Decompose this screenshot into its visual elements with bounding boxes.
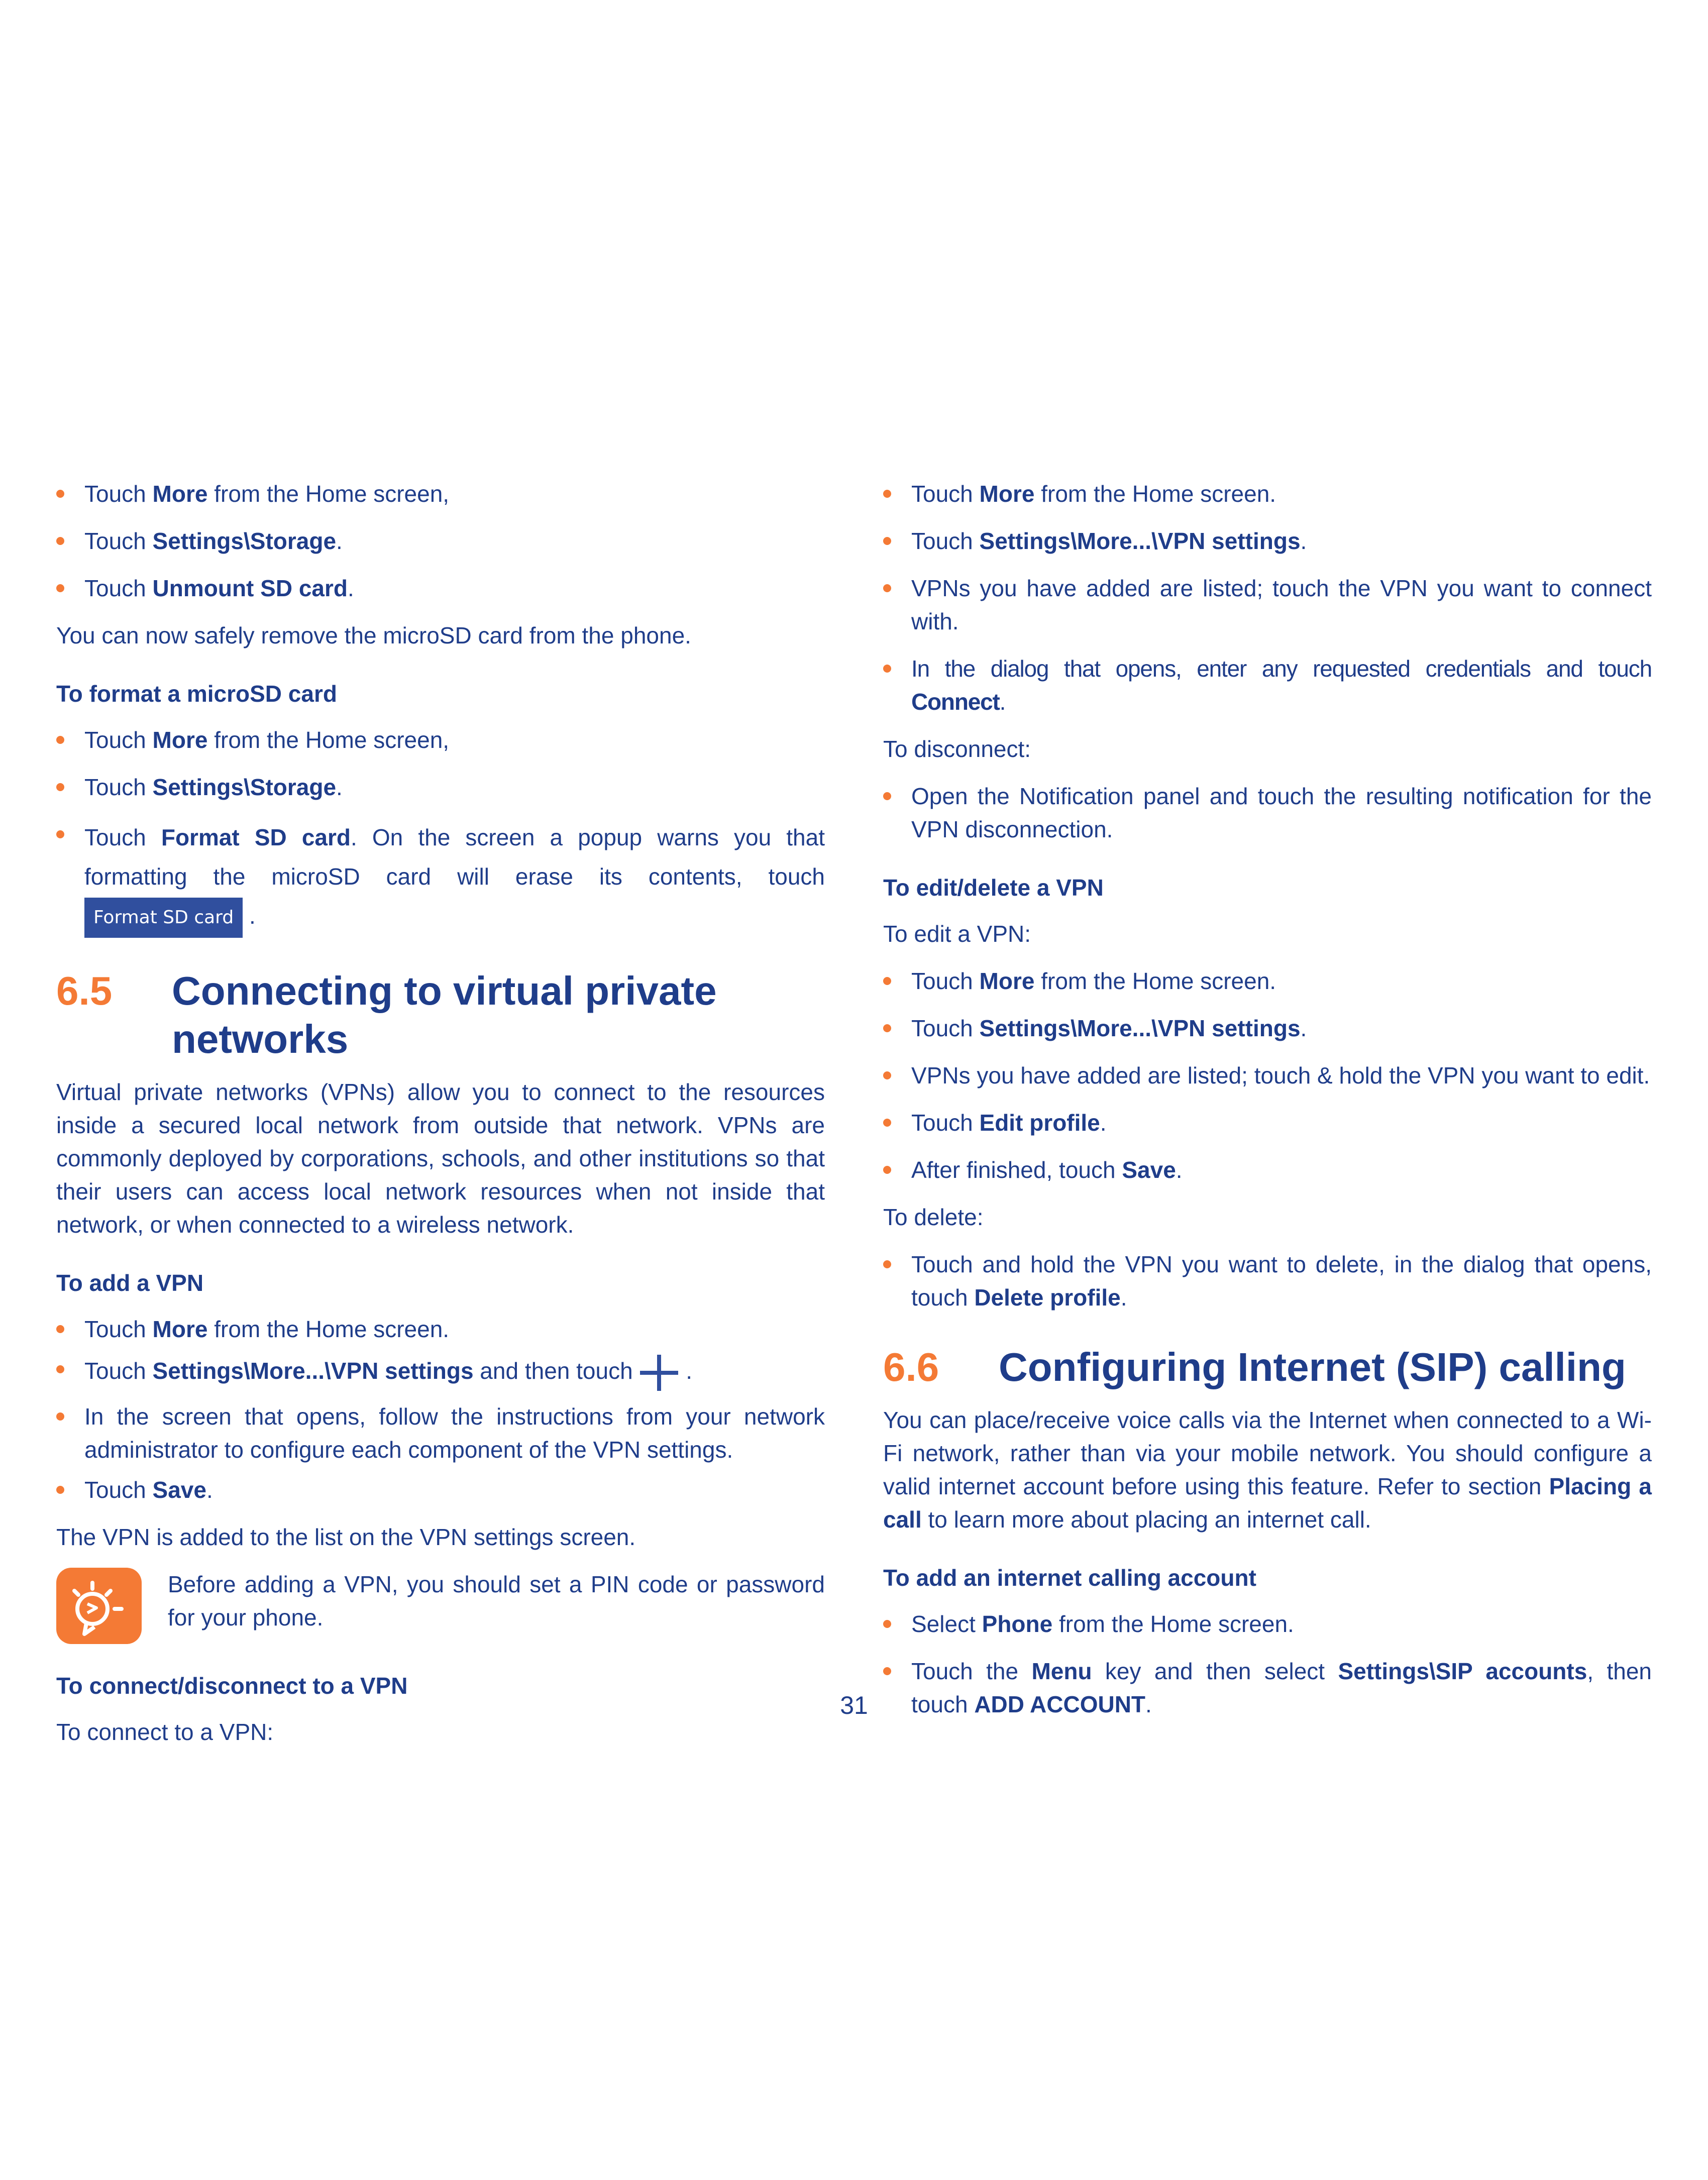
list-item: Open the Notification panel and touch the resulting notification for the VPN disconnection.	[883, 780, 1652, 846]
section-title: Configuring Internet (SIP) calling	[999, 1345, 1626, 1389]
paragraph: To edit a VPN:	[883, 921, 1031, 947]
list-item: Touch More from the Home screen,	[56, 477, 825, 510]
plus-icon	[639, 1353, 679, 1393]
list-item: Touch Unmount SD card.	[56, 572, 825, 605]
list-item: Touch Save.	[56, 1473, 825, 1506]
tip-box	[56, 1568, 825, 1644]
paragraph: The VPN is added to the list on the VPN settings screen.	[56, 1523, 636, 1550]
subheading-edit-delete-vpn: To edit/delete a VPN	[883, 875, 1104, 901]
paragraph: To connect to a VPN:	[56, 1718, 274, 1745]
list-item: Touch the Menu key and then select Settings\SIP accounts, then touch ADD ACCOUNT.	[883, 1655, 1652, 1721]
section-number: 6.6	[883, 1345, 939, 1389]
right-column	[883, 477, 1652, 1735]
subheading-internet-calling: To add an internet calling account	[883, 1565, 1256, 1591]
list-item: In the screen that opens, follow the instructions from your network administrator to configure each component of the VPN settings.	[56, 1400, 825, 1466]
left-column	[56, 477, 825, 1763]
paragraph: To delete:	[883, 1204, 984, 1230]
subheading-connect-vpn: To connect/disconnect to a VPN	[56, 1672, 408, 1699]
tip-text: Before adding a VPN, you should set a PIN code or password for your phone.	[168, 1571, 825, 1630]
subheading-format-microsd: To format a microSD card	[56, 681, 337, 707]
list-item: Touch and hold the VPN you want to delete, in the dialog that opens, touch Delete profile.	[883, 1248, 1652, 1314]
section-heading-6-5	[56, 967, 825, 1063]
section-heading-6-6	[883, 1343, 1652, 1391]
section-number: 6.5	[56, 968, 113, 1013]
paragraph: You can now safely remove the microSD card from the phone.	[56, 622, 691, 648]
lightbulb-tip-icon	[56, 1568, 142, 1644]
list-item: VPNs you have added are listed; touch the VPN you want to connect with.	[883, 572, 1652, 638]
list-item: Touch Settings\Storage.	[56, 524, 825, 558]
list-item: Select Phone from the Home screen.	[883, 1607, 1652, 1641]
paragraph: To disconnect:	[883, 736, 1031, 762]
page-number: 31	[840, 1691, 868, 1719]
list-item: Touch Settings\More...\VPN settings and then touch .	[56, 1353, 825, 1393]
section-title: Connecting to virtual private networks	[172, 968, 717, 1061]
list-item: Touch Settings\More...\VPN settings.	[883, 524, 1652, 558]
subheading-add-vpn: To add a VPN	[56, 1269, 204, 1296]
list-item: Touch Settings\More...\VPN settings.	[883, 1012, 1652, 1045]
list-item: VPNs you have added are listed; touch & hold the VPN you want to edit.	[883, 1059, 1652, 1092]
list-item: Touch More from the Home screen.	[883, 477, 1652, 510]
format-sd-card-button: Format SD card	[84, 898, 243, 938]
list-item: Touch More from the Home screen.	[883, 964, 1652, 998]
paragraph: You can place/receive voice calls via the Internet when connected to a Wi-Fi network, rather than via your mobile network. You should configure a valid internet account before using this feature. Refer to section Placing a call to learn more about placing an internet call.	[883, 1407, 1652, 1533]
list-item: Touch Settings\Storage.	[56, 771, 825, 804]
list-item: In the dialog that opens, enter any requested credentials and touch Connect.	[883, 652, 1652, 718]
list-item: Touch More from the Home screen,	[56, 723, 825, 756]
list-item: Touch Format SD card. On the screen a popup warns you that formatting the microSD card will erase its contents, touch Format SD card .	[56, 818, 825, 938]
list-item: Touch More from the Home screen.	[56, 1313, 825, 1346]
list-item: Touch Edit profile.	[883, 1106, 1652, 1139]
list-item: After finished, touch Save.	[883, 1153, 1652, 1186]
paragraph: Virtual private networks (VPNs) allow you to connect to the resources inside a secured local network from outside that network. VPNs are commonly deployed by corporations, schools, and other institutions so that their users can access local network resources when not inside that network, or when connected to a wireless network.	[56, 1078, 825, 1238]
